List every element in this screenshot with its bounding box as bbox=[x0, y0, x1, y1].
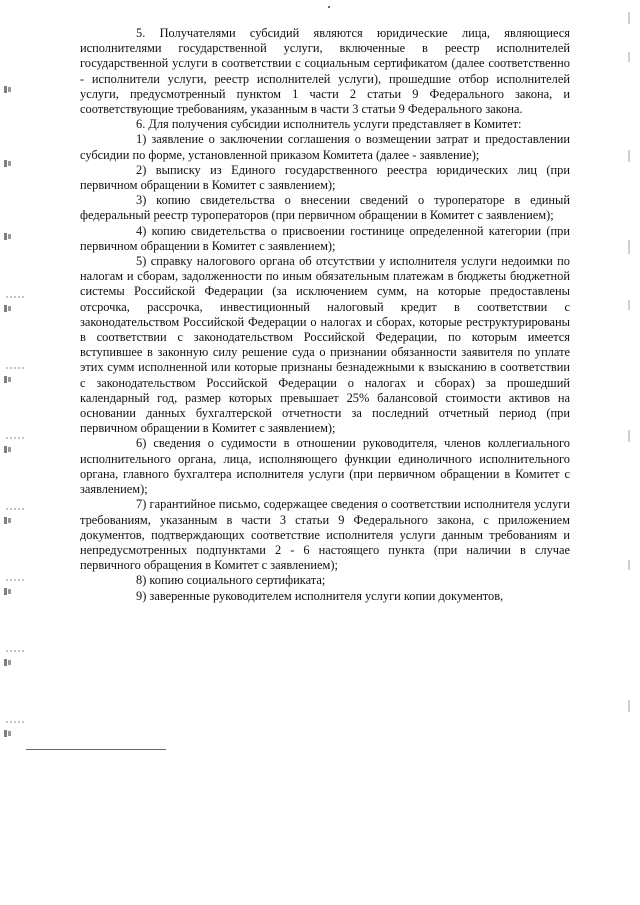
scan-margin-mark bbox=[628, 560, 630, 570]
scan-margin-mark bbox=[4, 305, 12, 312]
scan-margin-mark bbox=[6, 579, 26, 581]
scan-margin-mark bbox=[6, 296, 26, 298]
scan-margin-mark bbox=[4, 730, 12, 737]
scan-margin-mark bbox=[628, 12, 630, 24]
scan-margin-mark bbox=[6, 508, 26, 510]
scan-margin-mark bbox=[4, 446, 12, 453]
list-item-6: 6) сведения о судимости в отношении руководителя, членов коллегиального исполнительного органа, лица, исполняющего функции единоличного исполнительного органа, главного бухгалтера исполнителя услуги (при первичном обращении в Комитет с заявлением); bbox=[80, 436, 570, 497]
paragraph-6: 6. Для получения субсидии исполнитель услуги представляет в Комитет: bbox=[136, 117, 522, 132]
list-item-9: 9) заверенные руководителем исполнителя услуги копии документов, bbox=[136, 588, 504, 603]
scan-margin-mark bbox=[4, 588, 12, 595]
scan-margin-mark bbox=[628, 52, 630, 62]
scan-margin-mark bbox=[628, 300, 630, 310]
scan-margin-mark bbox=[628, 700, 630, 712]
scan-margin-mark bbox=[4, 517, 12, 524]
scan-margin-mark bbox=[628, 430, 630, 442]
footnote-divider bbox=[26, 749, 166, 750]
scan-margin-mark bbox=[4, 160, 12, 167]
scan-margin-mark bbox=[6, 721, 26, 723]
scan-artifact-dot bbox=[328, 6, 330, 8]
scan-margin-mark bbox=[4, 659, 12, 666]
paragraph-5: 5. Получателями субсидий являются юридические лица, являющиеся исполнителями государственной услуги, включенные в реестр исполнителей государственной услуги в соответствии с социальным сертификатом (далее соответственно - исполнители услуги, реестр исполнителей услуги), прошедшие отбор исполнителей услуги, предусмотренный пунктом 1 части 2 статьи 9 Федерального закона, и соответствующие требованиям, указанным в части 3 статьи 9 Федерального закона. bbox=[80, 26, 570, 117]
scan-margin-mark bbox=[6, 367, 26, 369]
document-page bbox=[80, 26, 570, 604]
list-item-8: 8) копию социального сертификата; bbox=[136, 573, 326, 588]
list-item-7: 7) гарантийное письмо, содержащее сведения о соответствии исполнителя услуги требованиям, указанным в части 3 статьи 9 Федерального закона, с приложением документов, подтверждающих соответствие исполнителя услуги данным требованиям и непредусмотренных подпунктами 2 - 6 настоящего пункта (при наличии в случае первичного обращения в Комитет с заявлением); bbox=[80, 497, 570, 573]
list-item-3: 3) копию свидетельства о внесении сведений о туроператоре в единый федеральный реестр туроператоров (при первичном обращении в Комитет с заявлением); bbox=[80, 193, 570, 223]
scan-margin-mark bbox=[4, 86, 12, 93]
scan-margin-mark bbox=[6, 437, 26, 439]
list-item-2: 2) выписку из Единого государственного реестра юридических лиц (при первичном обращении в Комитет с заявлением); bbox=[80, 162, 570, 193]
scan-margin-mark bbox=[6, 650, 26, 652]
list-item-4: 4) копию свидетельства о присвоении гостинице определенной категории (при первичном обращении в Комитет с заявлением); bbox=[80, 223, 570, 253]
list-item-1: 1) заявление о заключении соглашения о возмещении затрат и предоставлении субсидии по форме, установленной приказом Комитета (далее - заявление); bbox=[80, 132, 570, 162]
scan-margin-mark bbox=[4, 233, 12, 240]
scan-margin-mark bbox=[628, 150, 630, 162]
list-item-5: 5) справку налогового органа об отсутствии у исполнителя услуги недоимки по налогам и сборам, задолженности по иным обязательным платежам в бюджеты бюджетной системы Российской Федерации (за исключением сумм, на которые предоставлены отсрочка, рассрочка, инвестиционный налоговый кредит в соответствии с законодательством Российской Федерации о налогах и сборах, которые реструктурированы в соответствии с законодательством Российской Федерации, по которым имеется вступившее в законную силу решение суда о признании обязанности заявителя по уплате этих сумм исполненной или которые признаны безнадежными к взысканию в соответствии с законодательством Российской Федерации о налогах и сборах) за прошедший календарный год, размер которых превышает 25% балансовой стоимости активов на основании данных бухгалтерской отчетности за последний отчетный период (при первичном обращении в Комитет с заявлением); bbox=[80, 254, 570, 436]
scan-margin-mark bbox=[628, 240, 630, 254]
scan-margin-mark bbox=[4, 376, 12, 383]
